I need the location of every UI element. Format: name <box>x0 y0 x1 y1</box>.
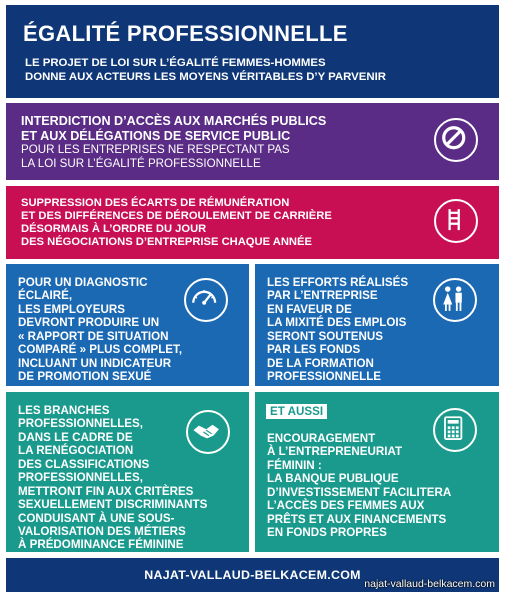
section-text <box>18 404 207 552</box>
text-line: DE LA FORMATION <box>267 356 374 370</box>
section-marches-publics <box>6 103 499 180</box>
section-text <box>18 276 182 384</box>
text-line: DANS LE CADRE DE <box>18 430 133 444</box>
page-title: ÉGALITÉ PROFESSIONNELLE <box>23 21 348 46</box>
text-line: « RAPPORT DE SITUATION <box>18 329 169 343</box>
text-line: EN FAVEUR DE <box>267 302 352 316</box>
text-line: LES EMPLOYEURS <box>18 302 125 316</box>
text-line: FÉMININ : <box>267 458 322 472</box>
header-banner <box>6 5 499 98</box>
text-line: DE PROMOTION SEXUÉ <box>18 370 152 384</box>
prohibited-icon <box>434 118 478 162</box>
gauge-icon <box>184 278 228 322</box>
text-line: PAR L’ENTREPRISE <box>267 289 378 303</box>
text-line: À PRÉDOMINANCE FÉMININE <box>18 538 184 552</box>
section-sub-line: DES NÉGOCIATIONS D’ENTREPRISE CHAQUE ANNÉE <box>21 235 312 248</box>
text-line: METTRONT FIN AUX CRITÈRES <box>18 484 194 498</box>
text-line: PROFESSIONNELLE <box>267 370 382 384</box>
text-line: PAR LES FONDS <box>267 343 361 357</box>
section-sub-line: LA LOI SUR L’ÉGALITÉ PROFESSIONNELLE <box>21 156 261 170</box>
text-line: LA BANQUE PUBLIQUE <box>267 472 399 486</box>
text-line: ENCOURAGEMENT <box>267 432 376 445</box>
text-line: ÉCLAIRÉ, <box>18 289 73 303</box>
text-line: PRÊTS ET AUX FINANCEMENTS <box>267 512 447 526</box>
section-title-line: ET DES DIFFÉRENCES DE DÉROULEMENT DE CARRIÈRE <box>21 209 332 222</box>
section-text <box>21 114 326 170</box>
text-line: L’ACCÈS DES FEMMES AUX <box>267 499 425 513</box>
section-ecarts-remuneration <box>6 186 499 259</box>
text-line: SEXUELLEMENT DISCRIMINANTS <box>18 498 208 512</box>
text-line: VALORISATION DES MÉTIERS <box>18 524 186 538</box>
section-efforts-mixite <box>255 264 499 386</box>
watermark-text: najat-vallaud-belkacem.com <box>364 578 495 590</box>
section-text <box>267 276 408 384</box>
ladder-icon <box>434 199 478 243</box>
text-line: CONDUISANT À UNE SOUS- <box>18 511 175 525</box>
text-line: LES BRANCHES <box>18 404 110 417</box>
text-line: PROFESSIONNELLES, <box>18 417 143 431</box>
text-line: PROFESSIONNELLES, <box>18 471 143 485</box>
handshake-icon <box>186 410 230 454</box>
section-text <box>21 197 332 249</box>
text-line: SERONT SOUTENUS <box>267 329 383 343</box>
section-sub-line: DÉSORMAIS À L’ORDRE DU JOUR <box>21 222 207 235</box>
section-title-line: INTERDICTION D’ACCÈS AUX MARCHÉS PUBLICS <box>21 114 327 128</box>
text-line: DEVRONT PRODUIRE UN <box>18 316 160 330</box>
section-title-line: SUPPRESSION DES ÉCARTS DE RÉMUNÉRATION <box>21 197 290 209</box>
section-diagnostic <box>6 264 249 386</box>
text-line: EN FONDS PROPRES <box>267 526 387 540</box>
woman-man-icon <box>433 278 477 322</box>
section-text <box>267 432 451 540</box>
text-line: LA RENÉGOCIATION <box>18 444 134 458</box>
et-aussi-badge: ET AUSSI <box>266 404 327 419</box>
subtitle-line: DONNE AUX ACTEURS LES MOYENS VÉRITABLES D’Y PARVENIR <box>25 70 386 83</box>
subtitle-line: LE PROJET DE LOI SUR L’ÉGALITÉ FEMMES-HOMMES <box>25 57 326 69</box>
section-et-aussi <box>255 392 499 552</box>
text-line: COMPARÉ » PLUS COMPLET, <box>18 343 183 357</box>
text-line: POUR UN DIAGNOSTIC <box>18 276 148 289</box>
text-line: LES EFFORTS RÉALISÉS <box>267 276 409 289</box>
text-line: LA MIXITÉ DES EMPLOIS <box>267 316 407 330</box>
calculator-icon <box>433 408 477 452</box>
section-title-line: ET AUX DÉLÉGATIONS DE SERVICE PUBLIC <box>21 128 291 143</box>
text-line: D’INVESTISSEMENT FACILITERA <box>267 485 452 499</box>
footer-url[interactable]: NAJAT-VALLAUD-BELKACEM.COM <box>144 568 361 582</box>
section-sub-line: POUR LES ENTREPRISES NE RESPECTANT PAS <box>21 143 290 157</box>
text-line: À L’ENTREPRENEURIAT <box>267 445 403 459</box>
section-branches <box>6 392 249 552</box>
page-subtitle <box>25 57 386 84</box>
text-line: INCLUANT UN INDICATEUR <box>18 356 172 370</box>
text-line: DES CLASSIFICATIONS <box>18 457 150 471</box>
